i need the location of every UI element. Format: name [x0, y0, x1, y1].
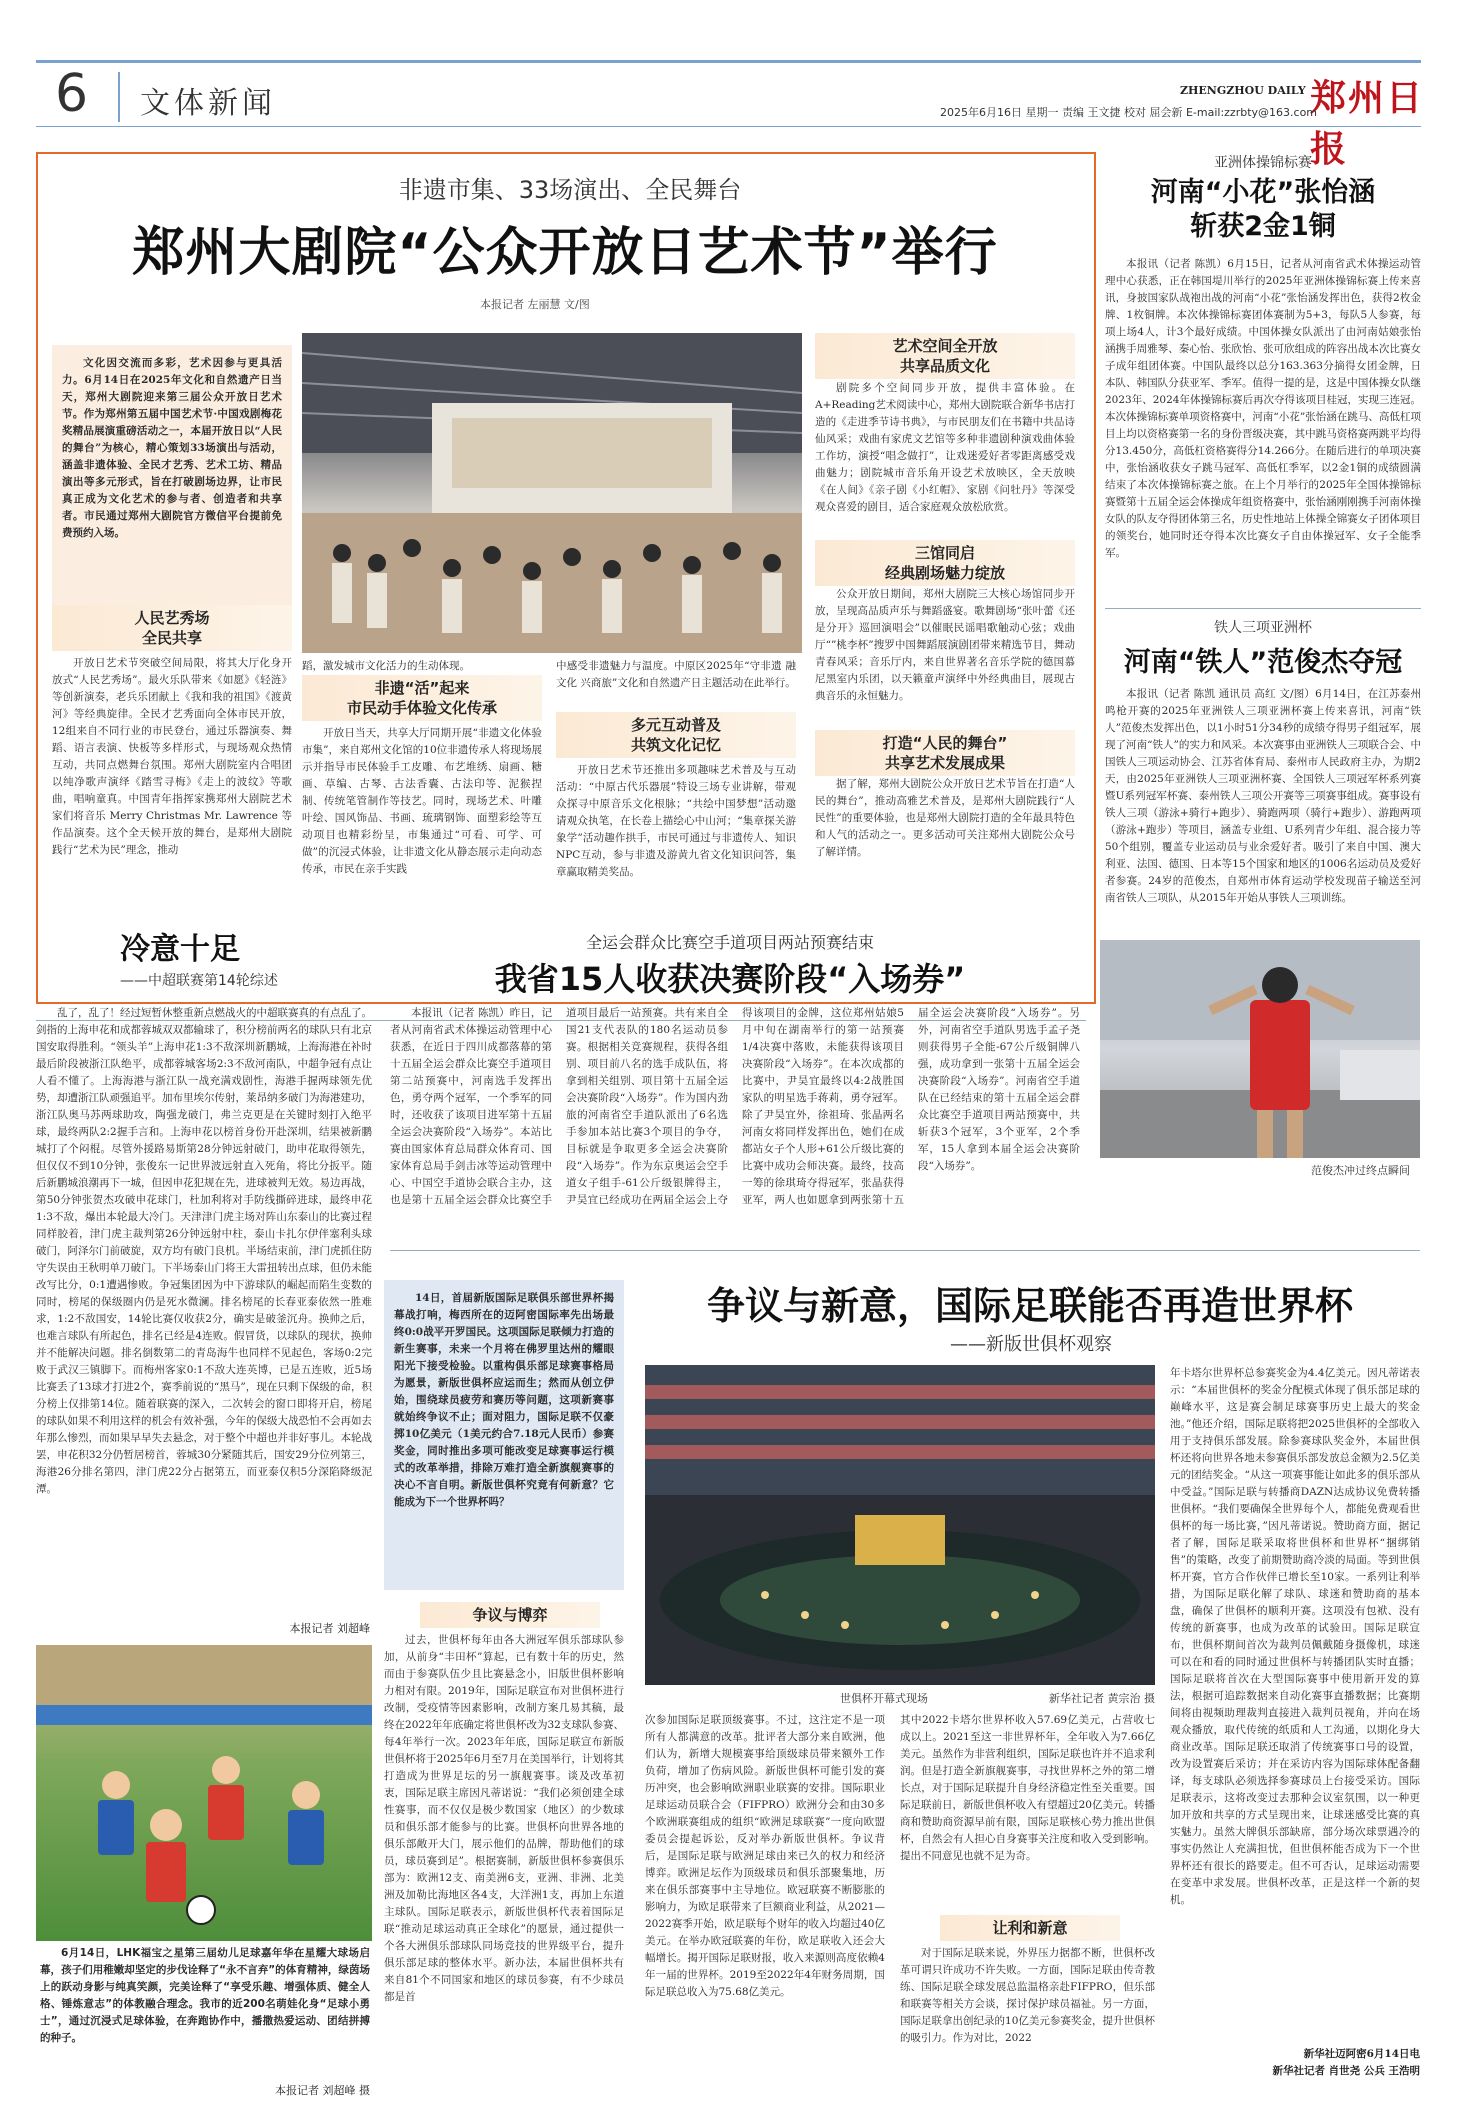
- tri-kicker: 铁人三项亚洲杯: [1214, 620, 1312, 636]
- body-stage: 据了解，郑州大剧院公众开放日艺术节旨在打造“人民的舞台”，推动高雅艺术普及，是郑州大剧院践行“人民性”的重要体验，也是郑州大剧院打造的全年最具特色和人气的活动之一。更多活动可关注郑州大剧院公众号了解详情。: [815, 778, 1075, 858]
- heading-craft: 非遗“活”起来 市民动手体验文化传承: [302, 675, 542, 721]
- heading-space: 艺术空间全开放 共享品质文化: [815, 333, 1075, 379]
- gym-kicker: 亚洲体操锦标赛: [1214, 155, 1312, 171]
- gym-divider: [1105, 608, 1421, 609]
- lhk-photo: [36, 1645, 372, 1941]
- fifa-body-debate-2: 次参加国际足联顶级赛事。不过，这注定不是一项所有人都满意的改革。批评者大部分来自欧洲，他们认为，新增大规模赛事给顶级球员带来额外工作负荷，增加了伤病风险。新版世俱杯可能引发的赛历冲突，也会影响欧洲职业联赛的安排。国际职业足球运动员联合会（FIFPRO）欧洲分会和由30多个欧洲联赛组成的组织“欧洲足球联赛”一度向欧盟委员会提起诉讼，反对举办新版世俱杯。争议背后，是国际足联与欧洲足球由来已久的权力和经济博弈。欧洲足坛作为顶级球员和俱乐部聚集地，历来在俱乐部赛事中主导地位。欧冠联赛不断膨胀的影响力，为欧足联带来了巨额商业利益，从2021—2022赛季开始，欧足联每个财年的收入均超过40亿美元。在举办欧冠联赛的年份，欧足联收入还会大幅增长。揭开国际足联财报，收入来源则高度依赖4年一届的世界杯。2019至2022年4年财务周期，国际足联总收入为75.68亿美元。: [645, 1714, 885, 1998]
- header-bottom-rule: [36, 126, 1421, 127]
- heading-debate: 争议与博弈: [420, 1602, 600, 1628]
- fifa-intro: 14日，首届新版国际足联俱乐部世界杯揭幕战打响，梅西所在的迈阿密国际率先出场最终0:0战平开罗国民。这项国际足联倾力打造的新生赛事，未来一个月将在佛罗里达州的耀眼阳光下接受检验。以重构俱乐部足球赛事格局为愿景，新版世俱杯应运而生；然而从创立伊始，围绕球员疲劳和赛历等问题，这项新赛事就始终争议不止；面对阻力，国际足联不仅豪掷10亿美元（1美元约合7.18元人民币）参赛奖金，同时推出多项可能改变足球赛事运行模式的改革举措，排除万难打造全新旗舰赛事的决心不言自明。新版世俱杯究竟有何新意？它能成为下一个世界杯吗？: [394, 1292, 614, 1508]
- fifa-photo: [645, 1365, 1155, 1685]
- dateline: 2025年6月16日 星期一 责编 王文捷 校对 屈会新 E-mail:zzrbty@163.com: [940, 106, 1318, 119]
- csl-byline: 本报记者 刘超峰: [289, 1622, 370, 1635]
- gym-title: 河南“小花”张怡涵 斩获2金1铜: [1150, 177, 1376, 242]
- heading-gallery: 三馆同启 经典剧场魅力绽放: [815, 540, 1075, 586]
- heading-reform: 让利和新意: [940, 1915, 1120, 1941]
- fifa-body-reform: 对于国际足联来说，外界压力据都不断，世俱杯改革可谓只许成功不许失败。一方面，国际足联由传奇教练、国际足联全球发展总监温格亲赴FIFPRO，但乐部和联赛等相关方会谈，探讨保护球员福祉。另一方面，国际足联拿出创纪录的10亿美元参赛奖金，提升世俱杯的吸引力。作为对比，2022: [900, 1947, 1155, 2044]
- fifa-byline: 新华社迈阿密6月14日电 新华社记者 肖世尧 公兵 王浩明: [1272, 2048, 1420, 2077]
- tri-body: 本报讯（记者 陈凯 通讯员 高红 文/图）6月14日，在江苏泰州鸣枪开赛的2025年亚洲铁人三项亚洲杯赛上传来喜讯，河南“铁人”范俊杰发挥出色，以1小时51分34秒的成绩夺得男子组冠军，展现了河南“铁人”的实力和风采。本次赛事由亚洲铁人三项联合会、中国铁人三项运动协会、江苏省体育局、泰州市人民政府主办，为期2天，由2025年亚洲铁人三项亚洲杯赛、全国铁人三项冠军杯系列赛暨U系列冠军杯赛、泰州铁人三项公开赛等三项赛事组成。赛事设有铁人三项（游泳+骑行+跑步）、骑跑两项（骑行+跑步）、游跑两项（游泳+跑步）等项目，涵盖专业组、U系列青少年组、混合接力等50个组别，覆盖专业运动员与业余爱好者。吸引了来自中国、澳大利亚、法国、德国、日本等15个国家和地区的1006名运动员及爱好者参赛。24岁的范俊杰，自郑州市体育运动学校发现苗子输送至河南省铁人三项队，从2015年开始从事铁人三项训练。: [1105, 688, 1421, 904]
- masthead-logo: 郑州日报: [1310, 77, 1425, 170]
- gym-body: 本报讯（记者 陈凯）6月15日，记者从河南省武术体操运动管理中心获悉，正在韩国堤川举行的2025年亚洲体操锦标赛上传来喜讯，身披国家队战袍出战的河南“小花”张怡涵发挥出色，获得2枚金牌、1枚铜牌。本次体操锦标赛团体赛制为5+3，每队5人参赛，每项上场4人，计3个最好成绩。中国体操女队派出了由河南姑娘张怡涵携手周雅琴、秦心怡、张欣怡、张可欣组成的阵容出战本次比赛女子成年组团体赛。中国队最终以总分163.363分摘得女团金牌，日本队、韩国队分获亚军、季军。值得一提的是，这是中国体操女队继2023年、2024年体操锦标赛后再次夺得该项目桂冠，实现三连冠。本次体操锦标赛单项资格赛中，河南“小花”张怡涵在跳马、高低杠项目上均以资格赛第一名的身份晋级决赛，其中跳马资格赛两跳平均得分13.450分，高低杠资格赛得分14.266分。在随后进行的单项决赛中，张怡涵收获女子跳马冠军、高低杠季军，以2金1铜的成绩圆满结束了本次体操锦标赛之旅。在上个月举行的2025年全国体操锦标赛暨第十五届全运会体操成年组资格赛中，张怡涵刚刚携手河南体操女队的队友夺得团体第三名，历史性地站上体操全锦赛女子团体项目的领奖台，她同时还夺得本次比赛女子自由体操冠军、女子全能季军。: [1105, 258, 1421, 559]
- masthead-en: ZHENGZHOU DAILY: [1180, 84, 1306, 97]
- csl-body: 乱了，乱了！经过短暂休整重新点燃战火的中超联赛真的有点乱了。剑指的上海申花和成都蓉城双双都输球了，积分榜前两名的球队只有北京国安取得胜利。“领头羊”上海申花1:3不敌深圳新鹏城，上海海港在补时最后阶段被浙江队绝平，成都蓉城客场2:3不敌河南队，中超争冠有点让人看不懂了。上海海港与浙江队一战充满戏剧性，海港手握两球领先优势，却遭浙江队顽强追平。加布里埃尔传射，莱昂纳多破门为海港建功，浙江队奥马苏两球助攻，陶强龙破门，弗兰克更是在关键时刻打入绝平球，最终两队2:2握手言和。上海申花以榜首身份开赴深圳，结果被新鹏城打了个闷棍。尽管外援路易斯第28分钟远射破门，助申花取得领先，但仅仅不到10分钟，张俊东一记世界波远射直入死角，将比分扳平。随后新鹏城浪潮再下一城，但因申花犯规在先，进球被判无效。易边再战，第50分钟张贺杰攻破申花球门，杜加利将对手防线撕碎进球，最终申花1:3不敌，爆出本轮最大冷门。天津津门虎主场对阵山东泰山的比赛过程同样胶着，津门虎主裁判第26分钟远射中柱，泰山卡扎尔伊伴塞利头球破门，阿泽尔门前破旋，双方均有破门良机。半场结束前，津门虎抓住防守失误由王秋明单刀破门。下半场泰山门将王大雷扭转出点球，但仍未能改写比分，0:1遭遇惨败。争冠集团因为中下游球队的崛起而陷生变数的同时，榜尾的保级圈内仍是死水微澜。排名榜尾的长春亚泰依然一胜难求，1:2不敌国安，14轮比赛仅收获2分，确实是破釜沉舟。换帅之后，也难言球队有所起色，排名已经是4连败。假冒货，以球队的现状，换帅并不能解决问题。排名倒数第二的青岛海牛也同样不见起色，客场0:2完败于武汉三镇脚下。而梅州客家0:1不敌大连英博，已是五连败，近5场比赛丢了13球才打进2个，赛季前说的“黑马”，现在只剩下保级的命，积分榜上仅排第14位。随着联赛的深入，二次转会的窗口即将开启，榜尾的球队如果不利用这样的机会有效补强，今年的保级大战恐怕不会再如去年那么惨烈，而如果早早失去悬念，对于整个中超也并非好事儿。本轮战罢，申花积32分仍暂居榜首，蓉城30分紧随其后，国安29分位列第三，海港26分排名第四，津门虎22分占据第五，而亚泰仅积5分深陷降级泥潭。: [36, 1007, 372, 1495]
- fifa-divider: [390, 1250, 1420, 1251]
- body-gallery: 公众开放日期间，郑州大剧院三大核心场馆同步开放，呈现高品质声乐与舞蹈盛宴。歌舞剧场“张叶蕾《还是分开》巡回演唱会”以催眠民谣唱歌触动心弦；戏曲厅“”桃李杯”搜罗中国舞蹈展演剧团带来精选节目，舞动青春风采；音乐厅内，来自世界著名音乐学院的德国慕尼黑室内乐团，以天籁童声演绎中外经典曲目，展现古典音乐的永恒魅力。: [815, 588, 1075, 702]
- tri-title: 河南“铁人”范俊杰夺冠: [1123, 647, 1403, 678]
- feature-byline: 本报记者 左丽慧 文/图: [480, 298, 590, 311]
- body-craft: 开放日当天，共享大厅同期开展“非遗文化体验市集”，来自郑州文化馆的10位非遗传承人将现场展示并指导市民体验手工皮雕、布艺堆绣、扇画、糖画、草编、古琴、古法香囊、古法印等、泥猴捏制、传统笔管制作等技艺。同时，现场艺术、叶雕叶绘、国风饰品、书画、琉璃钢饰、面塑彩绘等互动项目也精彩纷呈，市集通过“可看、可学、可做”的沉浸式体验，让非遗文化从静态展示走向动态传承，市民在亲手实践: [302, 727, 542, 875]
- body-space: 剧院多个空间同步开放，提供丰富体验。在A+Reading艺术阅读中心，郑州大剧院联合新华书店打造的《走进季节诗书典》，与市民朋友们在书籍中共品诗仙风采；戏曲有家虎文艺馆等多种非遗剧种演戏曲体验工作坊，演授“唱念做打”，让戏迷爱好者零距离感受戏曲魅力；剧院城市音乐角开设艺术放映区，全天放映《在人间》《亲子剧《小红帽》、家剧《问牡丹》等深受观众喜爱的剧目，适合家庭观众放松欣赏。: [815, 382, 1075, 513]
- heading-stage: 打造“人民的舞台” 共享艺术发展成果: [815, 730, 1075, 776]
- heading-show: 人民艺秀场 全民共享: [52, 605, 292, 651]
- fifa-body-debate-3: 其中2022卡塔尔世界杯收入57.69亿美元，占营收七成以上。2021至这一非世界杯年，全年收入为7.66亿美元。虽然作为非营利组织，国际足联也许并不追求利润。但是打造全新旗舰赛事，寻找世界杯之外的第二增长点，对于国际足联提升自身经济稳定性至关重要。国际足联前日，新版世俱杯收入有望超过20亿美元。转播商和赞助商资源早前有限，国际足联核心势力推出世俱杯，自然会有人担心自身赛事关注度和收入受到影响。提出不同意见也就不足为奇。: [900, 1714, 1155, 1862]
- page-number: 6: [55, 64, 89, 124]
- fifa-body-debate: 过去，世俱杯每年由各大洲冠军俱乐部球队参加，从前身“丰田杯”算起，已有数十年的历史，然而由于参赛队伍少且比赛悬念小，旧版世俱杯影响力相对有限。2019年，国际足联宣布对世俱杯进行改制，受疫情等因素影响，改制方案几易其稿，最终在2022年年底确定将世俱杯改为32支球队参赛、每4年举行一次。2023年年底，国际足联宣布新版世俱杯将于2025年6月至7月在美国举行，计划将其打造成为世界足坛的另一旗舰赛事。谈及改革初衷，国际足联主席因凡蒂诺说：“我们必须创建全球性赛事，而不仅仅是极少数国家（地区）的少数球员和俱乐部才能参与的比赛。世俱杯向世界各地的俱乐部敞开大门，展示他们的品牌，帮助他们的球员，球员赛到足”。根据赛制，新版世俱杯参赛俱乐部为：欧洲12支、南美洲6支，亚洲、非洲、北美洲及加勒比海地区各4支，大洋洲1支，再加上东道主球队。国际足联表示，新版世俱杯代表着国际足联“推动足球运动真正全球化”的愿景，通过提供一个各大洲俱乐部球队同场竞技的世界级平台，提升俱乐部足球的整体水平。新办法，本届世俱杯共有来自81个不同国家和地区的球员参赛，有不少球员都是首: [384, 1634, 624, 2003]
- csl-subtitle: ——中超联赛第14轮综述: [120, 973, 278, 989]
- fifa-title: 争议与新意，国际足联能否再造世界杯: [706, 1284, 1353, 1328]
- fifa-caption: 世俱杯开幕式现场: [840, 1692, 928, 1705]
- body-show-cont: 蹈，激发城市文化活力的生动体现。: [302, 660, 470, 672]
- body-show: 开放日艺术节突破空间局限，将其大厅化身开放式“人民艺秀场”。最火乐队带来《如愿》《轻涟》等创新演奏，老兵乐团献上《我和我的祖国》《渡黄河》等经典旋律。全民才艺秀面向全体市民开放，12组来自不同行业的市民登台，通过乐器演奏、舞蹈、语言表演、快板等多样形式，与现场观众热情互动，共同点燃舞台氛围。郑州大剧院室内合唱团以纯净歌声演绎《踏雪寻梅》《走上的波纹》等歌曲，唱响童真。中国青年指挥家携郑州大剧院艺术家们将音乐 Merry Christmas Mr. Lawrence 等作品演奏。这个全天候开放的舞台，是郑州大剧院践行“艺术为民”理念，推动: [52, 657, 292, 856]
- feature-lead: 文化因交流而多彩，艺术因参与更具活力。6月14日在2025年文化和自然遗产日当天，郑州大剧院迎来第三届公众开放日艺术节。作为郑州第五届中国艺术节·中国戏剧梅花奖精品展演重磅活动之一，本届开放日以“人民的舞台”为核心，精心策划33场演出与活动，涵盖非遗体验、全民才艺秀、艺术工坊、精品演出等多元形式，旨在打破剧场边界，让市民真正成为文化艺术的参与者、创造者和共享者。市民通过郑州大剧院官方微信平台提前免费预约入场。: [52, 345, 292, 607]
- feature-photo: [302, 333, 802, 653]
- body-interact: 开放日艺术节还推出多项趣味艺术普及与互动活动：“中原古代乐器展”特设三场专业讲解，带观众探寻中原音乐文化根脉；“共绘中国梦想”活动邀请观众执笔，在长卷上描绘心中山河；“集章探关游象学”活动趣作拱手，市民可通过与非遗传人、知识NPC互动，参与非遗及游黄九省文化知识问答，集章赢取精美奖品。: [556, 764, 796, 878]
- karate-body: 本报讯（记者 陈凯）昨日，记者从河南省武术体操运动管理中心获悉，在近日于四川成都落幕的第十五届全运会群众比赛空手道项目第二站预赛中，河南选手发挥出色，勇夺两个冠军，一个季军的同时，还收获了该项目进军第十五届全运会决赛阶段“入场券”。本站比赛由国家体育总局群众体育司、国家体育总局手剑击冰等运动管理中心、中国空手道协会联合主办，这也是第十五届全运会群众比赛空手道项目最后一站预赛。共有来自全国21支代表队的180名运动员参赛。根据相关竞赛规程，获得各组别、项目前八名的选手成队伍，将拿到相关组别、项目第十五届全运会决赛阶段“入场券”。作为国内劲旅的河南省空手道队派出了6名选手参加本站比赛3个项目的争夺，目标就是争取更多全运会决赛阶段“入场券”。作为东京奥运会空手道女子组手-61公斤级银牌得主，尹昊宜已经成功在两届全运会上夺得该项目的金牌，这位郑州姑娘5月中旬在湖南举行的第一站预赛1/4决赛中落败，未能获得该项目决赛阶段“入场券”。在本次成都的比赛中，尹昊宜最终以4:2战胜国家队的明星选手蒋莉，勇夺冠军。除了尹昊宜外，徐祖琦、张晶两名河南女将同样发挥出色，她们在成都站女子个人形+61公斤级比赛的比赛中成功会师决赛。最终，技高一筹的徐琪琦夺得冠军，张晶获得亚军，两人也如愿拿到两张第十五届全运会决赛阶段“入场券”。另外，河南省空手道队男选手孟子尧则获得男子全能-67公斤级铜牌八强，成功拿到一张第十五届全运会决赛阶段“入场券”。河南省空手道队在已经结束的第十五届全运会群众比赛空手道项目两站预赛中，共斩获3个冠军，3个亚军，2个季军，15人拿到本届全运会决赛阶段“入场券”。: [390, 1007, 1080, 1206]
- header-rule: [36, 60, 1421, 63]
- feature-title: 郑州大剧院“公众开放日艺术节”举行: [132, 223, 998, 283]
- karate-kicker: 全运会群众比赛空手道项目两站预赛结束: [585, 933, 874, 952]
- section-name: 文体新闻: [140, 86, 276, 121]
- tri-caption: 范俊杰冲过终点瞬间: [1311, 1164, 1410, 1177]
- lhk-byline: 本报记者 刘超峰 摄: [275, 2084, 370, 2097]
- fifa-credit: 新华社记者 黄宗治 摄: [1049, 1692, 1155, 1705]
- karate-title: 我省15人收获决赛阶段“入场券”: [494, 960, 966, 998]
- fifa-subtitle: ——新版世俱杯观察: [950, 1334, 1112, 1355]
- lhk-caption: 6月14日，LHK福宝之星第三届幼儿足球嘉年华在星耀大球场启幕，孩子们用稚嫩却坚定的步伐诠释了“永不言弃”的体育精神，绿茵场上的跃动身影与纯真笑颜，完美诠释了“享受乐趣、增强体质、健全人格、锤炼意志”的体教融合理念。我市的近200名萌娃化身“足球小勇士”，通过沉浸式足球体验，在奔跑协作中，播撒热爱运动、团结拼搏的种子。: [40, 1947, 370, 2044]
- feature-kicker: 非遗市集、33场演出、全民舞台: [398, 176, 742, 204]
- fifa-body-right: 年卡塔尔世界杯总参赛奖金为4.4亿美元。因凡蒂诺表示：“本届世俱杯的奖金分配模式体现了俱乐部足球的巅峰水平，这是赛会制足球赛事历史上最大的奖金池。”他还介绍，国际足联将把2025世俱杯的全部收入用于支持俱乐部发展。除参赛球队奖金外，本届世俱杯还将向世界各地未参赛俱乐部发放总金额为2.5亿美元的团结奖金。“从这一项赛事能让如此多的俱乐部从中受益。”国际足联与转播商DAZN达成协议免费转播世俱杯。“我们要确保全世界每个人，都能免费观看世俱杯的每一场比赛，”因凡蒂诺说。赞助商方面，据记者了解，国际足联采取将世俱杯和世界杯“捆绑销售”的策略，改变了前期赞助商冷淡的局面。等到世俱杯开赛，官方合作伙伴已增长至10家。一系列让利举措，为国际足联化解了球队、球迷和赞助商的基本盘，确保了世俱杯的顺利开赛。这项没有包袱、没有传统的新赛事，也成为改革的试验田。国际足联宣布，世俱杯期间首次为裁判员佩戴随身摄像机，球迷可以在和看的同时通过世俱杯与转播团队实时直播；国际足联将首次在大型国际赛事中使用新开发的算法，根据可追踪数据来自动化赛事直播数据；比赛期间将由视频助理裁判直接进入裁判员视角，并向在场观众播放，取代传统的纸质和人工沟通，以期化身大商业改革。国际足联还取消了传统赛事口号的设置，改为设置赛后采访；并在采访内容为国际球体配备翻译，每支球队必须选择参赛球员上台接受采访。国际足联表示，这将改变过去那种会议室氛围，以一种更加开放和共享的方式呈现出来，让球迷感受比赛的真实魅力。虽然大牌俱乐部缺席，部分场次球票遇冷的事实仍然让人充满担忧，但世俱杯能否成为下一个世界杯还有很长的路要走。但不可否认，足球运动需要在变革中求发展。世俱杯改革，正是这样一个新的契机。: [1170, 1367, 1420, 1906]
- tri-photo: [1100, 940, 1420, 1158]
- body-craft-cont: 中感受非遗魅力与温度。中原区2025年“守非遗 融文化 兴商旅”文化和自然遗产日主题活动在此举行。: [556, 660, 796, 689]
- heading-interact: 多元互动普及 共筑文化记忆: [556, 712, 796, 758]
- csl-title: 冷意十足: [120, 932, 240, 967]
- header-divider: [118, 72, 120, 122]
